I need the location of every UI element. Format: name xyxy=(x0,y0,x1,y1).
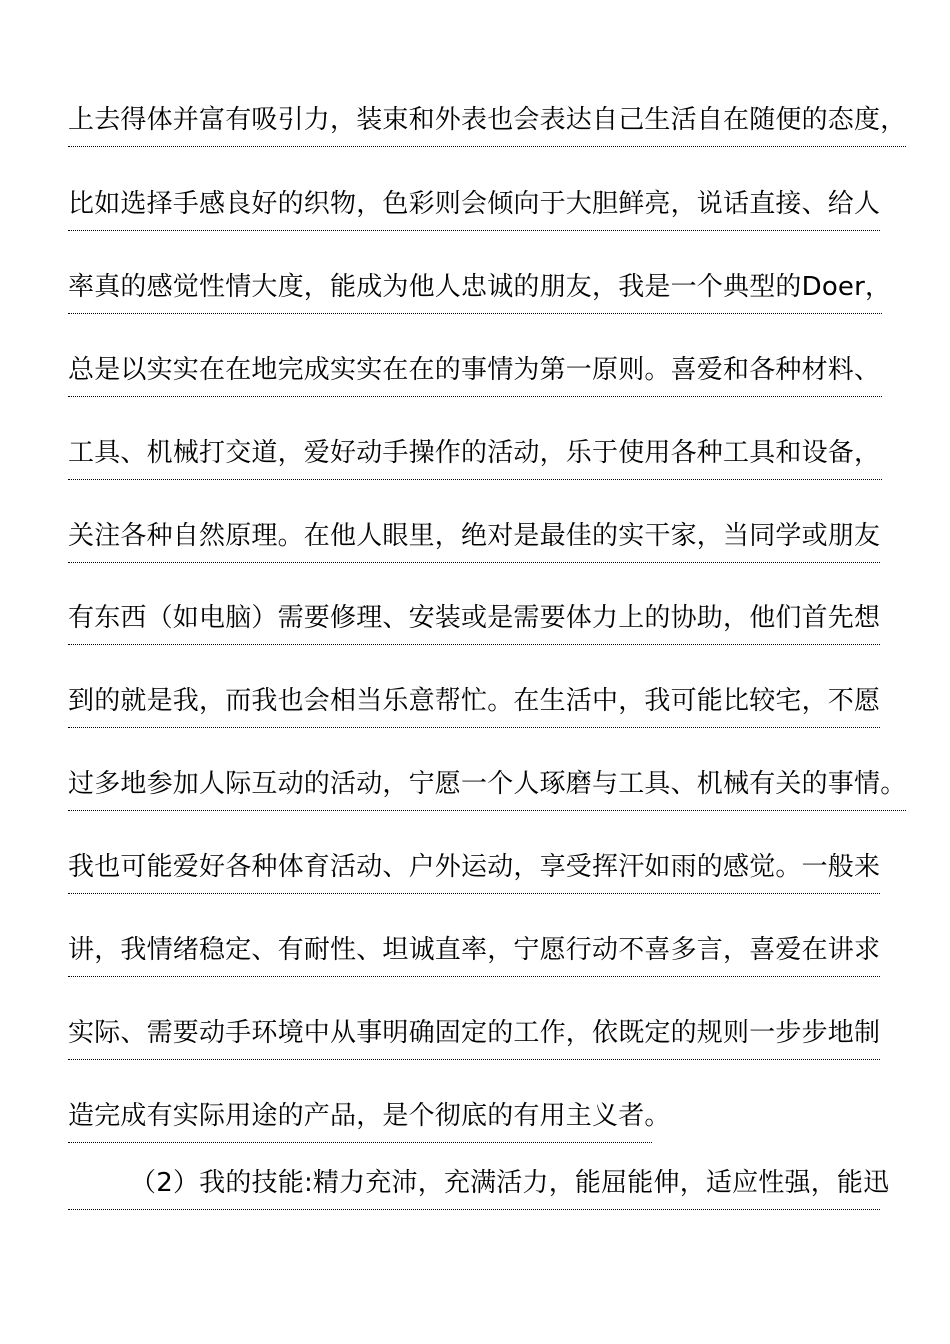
text-line-4: 总是以实实在在地完成实实在在的事情为第一原则。喜爱和各种材料、 xyxy=(68,354,882,397)
text-line-2: 比如选择手感良好的织物，色彩则会倾向于大胆鲜亮，说话直接、给人 xyxy=(68,188,880,231)
text-line-10: 我也可能爱好各种体育活动、户外运动，享受挥汗如雨的感觉。一般来 xyxy=(68,851,880,894)
text-line-9: 过多地参加人际互动的活动，宁愿一个人琢磨与工具、机械有关的事情。 xyxy=(68,768,906,811)
text-line-6: 关注各种自然原理。在他人眼里，绝对是最佳的实干家，当同学或朋友 xyxy=(68,520,880,563)
section-heading-2: （2）我的技能:精力充沛，充满活力，能屈能伸，适应性强，能迅 xyxy=(68,1167,880,1210)
text-line-3: 率真的感觉性情大度，能成为他人忠诚的朋友，我是一个典型的Doer， xyxy=(68,271,882,314)
text-line-8: 到的就是我，而我也会相当乐意帮忙。在生活中，我可能比较宅，不愿 xyxy=(68,685,880,728)
text-line-11: 讲，我情绪稳定、有耐性、坦诚直率，宁愿行动不喜多言，喜爱在讲求 xyxy=(68,934,880,977)
text-line-7: 有东西（如电脑）需要修理、安装或是需要体力上的协助，他们首先想 xyxy=(68,602,880,645)
text-line-1: 上去得体并富有吸引力，装束和外表也会表达自己生活自在随便的态度， xyxy=(68,104,906,147)
text-line-13: 造完成有实际用途的产品，是个彻底的有用主义者。 xyxy=(68,1100,652,1143)
text-line-12: 实际、需要动手环境中从事明确固定的工作，依既定的规则一步步地制 xyxy=(68,1017,880,1060)
text-line-5: 工具、机械打交道，爱好动手操作的活动，乐于使用各种工具和设备， xyxy=(68,437,882,480)
